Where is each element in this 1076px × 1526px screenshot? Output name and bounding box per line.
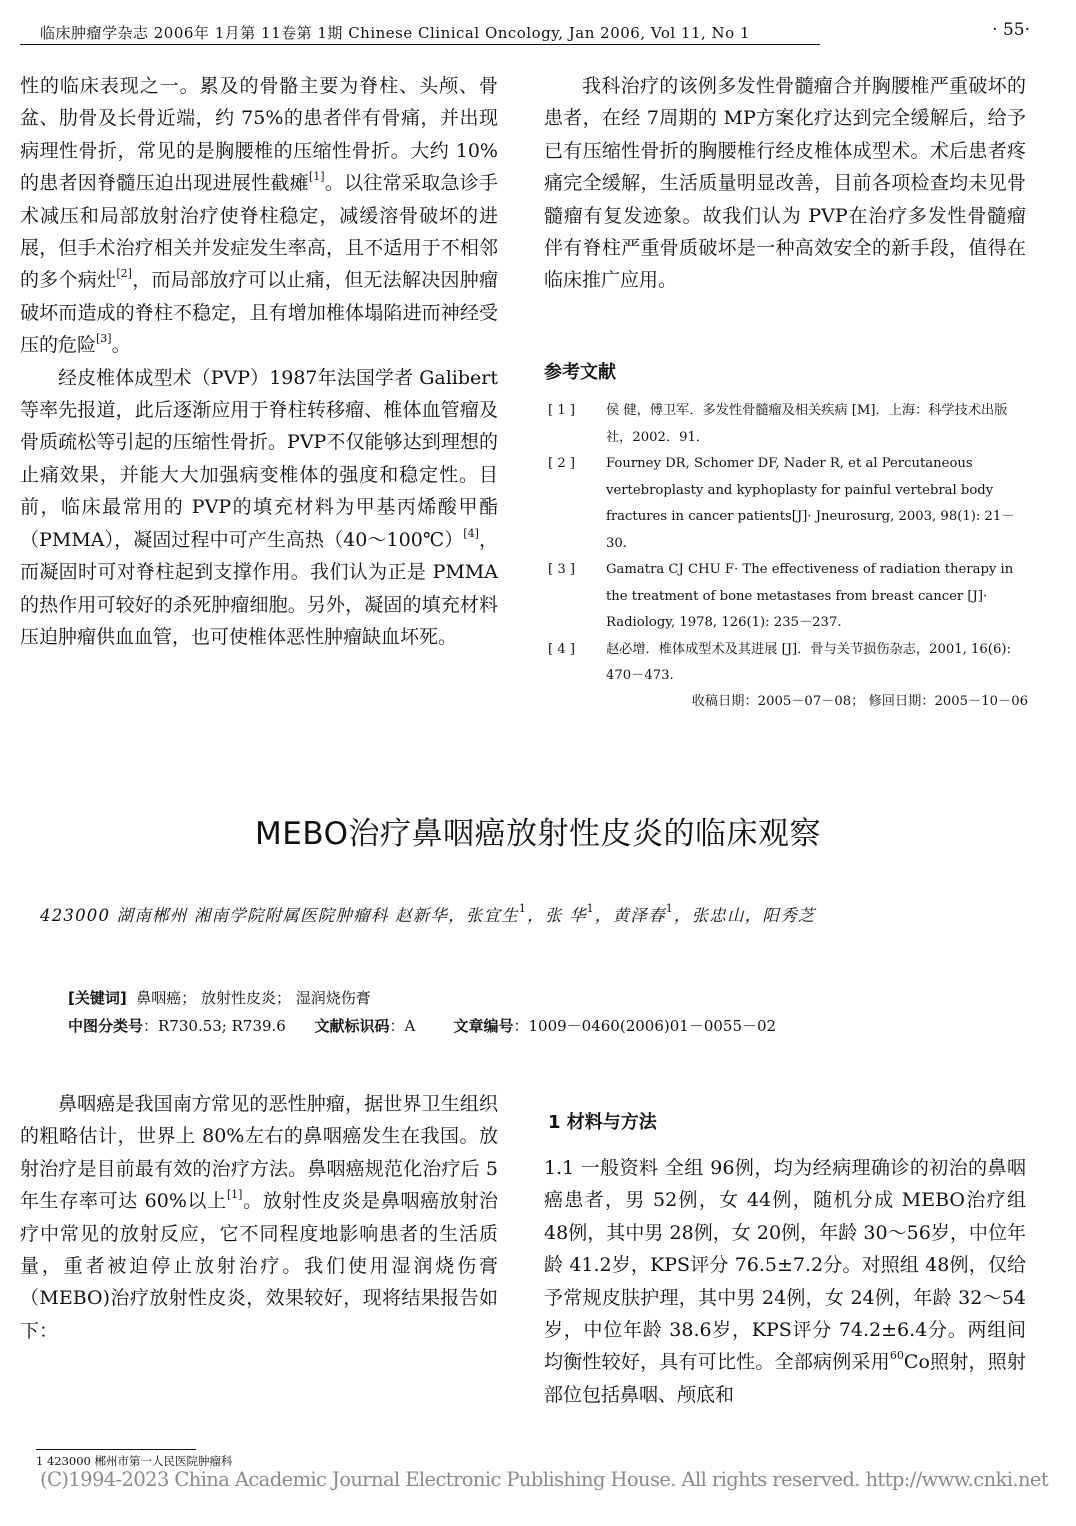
- citation: [3]: [96, 332, 112, 346]
- reference-number: [ 2 ]: [548, 456, 576, 471]
- clc-label: 中图分类号: [68, 1017, 144, 1035]
- general-data-paragraph: [544, 1152, 1026, 1411]
- keywords-label: [关键词]: [68, 989, 127, 1007]
- author-line: [40, 902, 1030, 926]
- isotope-mass: 60: [889, 1349, 904, 1363]
- citation: [2]: [116, 267, 132, 281]
- citation: [1]: [226, 1188, 243, 1202]
- section-heading: 1 材料与方法: [548, 1112, 657, 1133]
- article-title: MEBO治疗鼻咽癌放射性皮炎的临床观察: [255, 816, 821, 852]
- citation: [1]: [309, 170, 325, 184]
- prev-article-right-column: 我科治疗的该例多发性骨髓瘤合并胸腰椎严重破坏的患者，在经 7周期的 MP方案化疗达到完全缓解后，给予已有压缩性骨折的胸腰椎行经皮椎体成型术。术后患者疼痛完全缓解，生活质量明显改善，目前各项检查均未见骨髓瘤有复发迹象。故我们认为 PVP在治疗多发性骨髓瘤伴有脊柱严重骨质破坏是一种高效安全的新手段，值得在临床推广应用。: [544, 75, 1026, 292]
- references-heading: 参考文献: [544, 362, 616, 383]
- received-dates: 收稿日期：2005－07－08； 修回日期：2005－10－06: [691, 693, 1028, 709]
- header-rule: [20, 44, 820, 45]
- text-run: ，而凝固时可对脊柱起到支撑作用。我们认为正是 PMMA的热作用可较好的杀死肿瘤细胞。另外，凝固的填充材料压迫肿瘤供血血管，也可使椎体恶性肿瘤缺血坏死。: [20, 528, 498, 648]
- reference-item: [548, 451, 1028, 557]
- affiliation-mark: 1: [518, 902, 528, 915]
- footnote: 1 423000 郴州市第一人民医院肿瘤科: [36, 1454, 233, 1468]
- classification-line: [68, 1015, 776, 1036]
- affiliation-mark: 1: [665, 902, 674, 915]
- journal-line: 临床肿瘤学杂志 2006年 1月第 11卷第 1期 Chinese Clinical Oncology, Jan 2006, Vol 11, No 1: [40, 24, 751, 42]
- reference-text: Fourney DR, Schomer DF, Nader R, et al Percutaneous vertebroplasty and kyphoplasty for painful vertebral body fractures in cancer patients[J]· Jneurosurg, 2003, 98(1): 21－30.: [606, 456, 1015, 551]
- text-run: 。以往常采取急诊手术减压和局部放射治疗使脊柱稳定，减缓溶骨破坏的进展，但手术治疗相关并发症发生率高，且不适用于不相邻的多个病灶: [20, 172, 498, 292]
- text-run: 性的临床表现之一。累及的骨骼主要为脊柱、头颅、骨盆、肋骨及长骨近端，约 75%的患者伴有骨痛，并出现病理性骨折，常见的是胸腰椎的压缩性骨折。大约 10%的患者因脊髓压迫出现进展性截瘫: [20, 75, 498, 195]
- author-text: ，黄泽春: [594, 906, 666, 925]
- keywords: 鼻咽癌； 放射性皮炎； 湿润烧伤膏: [136, 989, 371, 1007]
- text-run: 鼻咽癌是我国南方常见的恶性肿瘤，据世界卫生组织的粗略估计，世界上 80%左右的鼻咽癌发生在我国。放射治疗是目前最有效的治疗方法。鼻咽癌规范化治疗后 5年生存率可达 60%以上: [20, 1093, 498, 1213]
- clc-value: ：R730.53; R739.6: [143, 1017, 286, 1035]
- prev-paragraph-2: [20, 362, 498, 654]
- author-text: ，张 华: [527, 906, 587, 925]
- running-header: [20, 20, 1030, 48]
- prev-paragraph-1: [20, 70, 498, 362]
- reference-number: [ 4 ]: [548, 641, 576, 657]
- article-right-column: [544, 1152, 1026, 1411]
- reference-text: 赵必增．椎体成型术及其进展 [J]．骨与关节损伤杂志，2001, 16(6): 470－473.: [606, 641, 1011, 683]
- doc-code-value: ：A: [389, 1017, 416, 1035]
- reference-item: [548, 398, 1028, 451]
- text-run: 。放射性皮炎是鼻咽癌放射治疗中常见的放射反应，它不同程度地影响患者的生活质量，重者被迫停止放射治疗。我们使用湿润烧伤膏（MEBO)治疗放射性皮炎，效果较好，现将结果报告如下：: [20, 1190, 498, 1342]
- reference-number: [ 3 ]: [548, 562, 576, 577]
- author-text: ，张忠山，阳秀芝: [673, 906, 816, 925]
- keywords-line: [68, 987, 371, 1008]
- text-run: Co照射，照射部位包括鼻咽、颅底和: [544, 1351, 1026, 1406]
- text-run: ，而局部放疗可以止痛，但无法解决因肿瘤破坏而造成的脊柱不稳定，且有增加椎体塌陷进而神经受压的危险: [20, 269, 498, 357]
- article-number-label: 文章编号: [453, 1017, 514, 1035]
- doc-code-label: 文献标识码: [314, 1017, 390, 1035]
- page-number: · 55·: [992, 20, 1030, 40]
- text-run: 经皮椎体成型术（PVP）1987年法国学者 Galibert等率先报道，此后逐渐应用于脊柱转移瘤、椎体血管瘤及骨质疏松等引起的压缩性骨折。PVP不仅能够达到理想的止痛效果，并能大大加强病变椎体的强度和稳定性。目前，临床最常用的 PVP的填充材料为甲基丙烯酸甲酯（PMMA），凝固过程中可产生高热（40～100℃）: [20, 366, 498, 551]
- affiliation-mark: 1: [586, 902, 595, 915]
- reference-text: 侯 健，傅卫军．多发性骨髓瘤及相关疾病 [M]．上海：科学技术出版社，2002．91．: [606, 403, 1008, 445]
- copyright-watermark: (C)1994-2023 China Academic Journal Electronic Publishing House. All rights reserved. http://www.cnki.net: [40, 1468, 1049, 1491]
- reference-list: [548, 398, 1028, 709]
- reference-text: Gamatra CJ CHU F· The effectiveness of radiation therapy in the treatment of bone metastases from breast cancer [J]· Radiology, 1978, 126(1): 235－237.: [606, 562, 1014, 630]
- text-run: 。: [111, 334, 131, 357]
- reference-item: [548, 557, 1028, 637]
- text-run: 1.1 一般资料 全组 96例，均为经病理确诊的初治的鼻咽癌患者，男 52例，女 44例，随机分成 MEBO治疗组 48例，其中男 28例，女 20例，年龄 30～56岁，中位年龄 41.2岁，KPS评分 76.5±7.2分。对照组 48例，仅给予常规皮肤护理，其中男 24例，女 24例，年龄 32～54岁，中位年龄 38.6岁，KPS评分 74.2±6.4分。两组间均衡性较好，具有可比性。全部病例采用: [544, 1157, 1026, 1374]
- footnote-rule: [36, 1449, 196, 1450]
- reference-number: [ 1 ]: [548, 403, 576, 418]
- article-number-value: ：1009－0460(2006)01－0055－02: [513, 1017, 777, 1035]
- intro-paragraph: [20, 1088, 498, 1347]
- citation: [4]: [463, 526, 479, 540]
- article-left-column: [20, 1088, 498, 1347]
- reference-item: [548, 637, 1028, 690]
- author-text: 423000 湖南郴州 湘南学院附属医院肿瘤科 赵新华，张宜生: [40, 906, 519, 925]
- prev-article-left-column: [20, 70, 498, 653]
